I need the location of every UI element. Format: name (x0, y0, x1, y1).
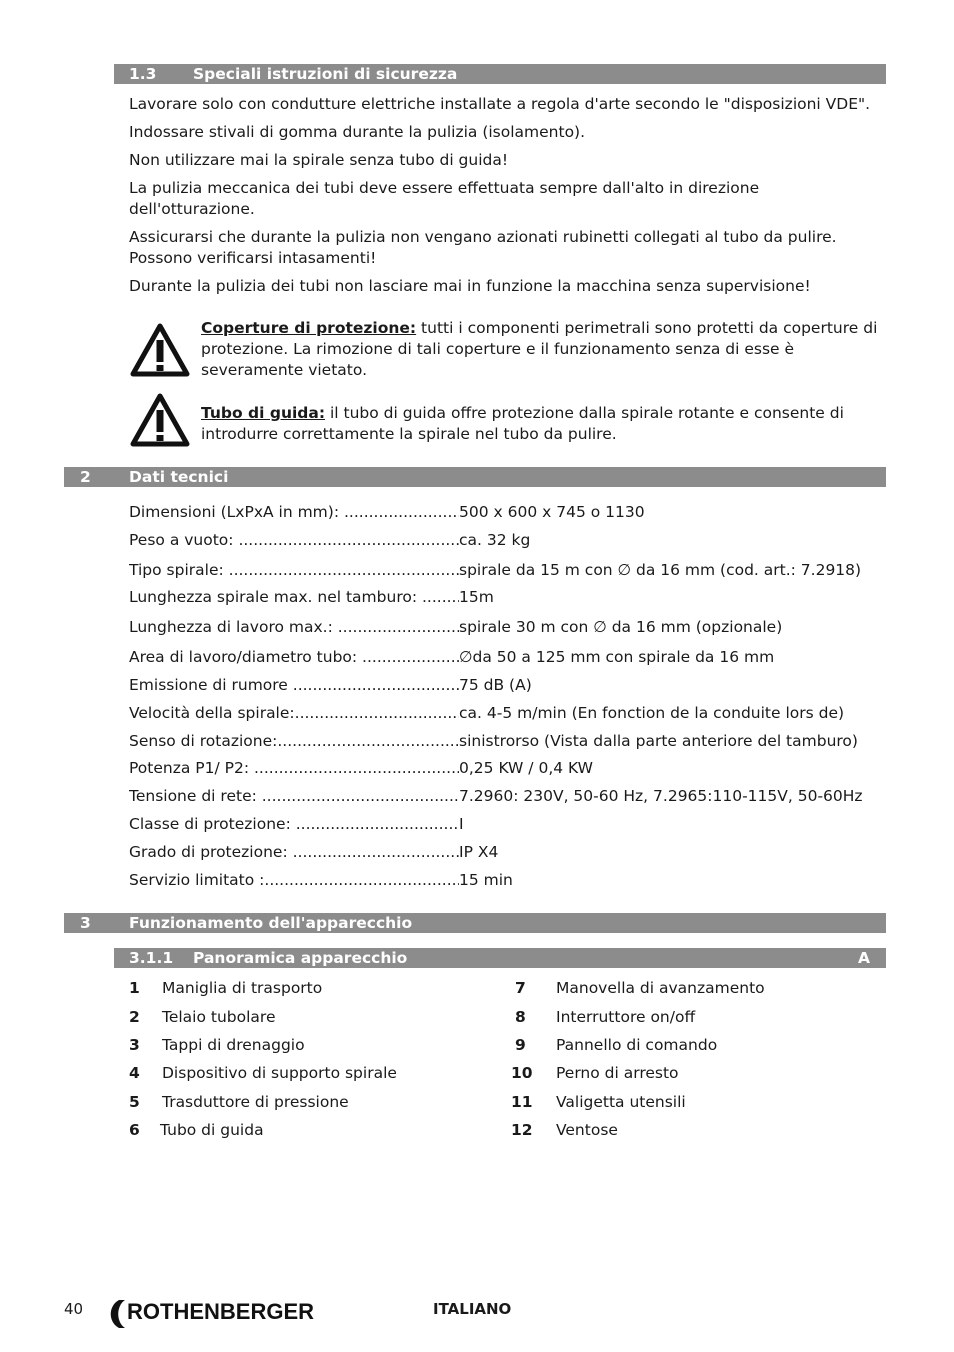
safety-paragraph: Indossare stivali di gomma durante la pulizia (isolamento). (129, 123, 586, 141)
spec-value: 15 min (459, 871, 513, 889)
spec-label: Velocità della spirale: ..... (129, 702, 459, 724)
spec-row (129, 559, 861, 581)
section-title: Panoramica apparecchio (193, 949, 408, 967)
spec-value: 15m (459, 588, 494, 606)
item-label: Maniglia di trasporto (162, 979, 323, 997)
spec-label: Dimensioni (LxPxA in mm): ..... (129, 501, 459, 523)
spec-label: Lunghezza spirale max. nel tamburo: ..... (129, 586, 459, 608)
page-number: 40 (64, 1300, 84, 1318)
spec-value: spirale 30 m con ∅ da 16 mm (opzionale) (459, 618, 783, 636)
spec-row (129, 702, 844, 724)
safety-paragraph: Assicurarsi che durante la pulizia non vengano azionati rubinetti collegati al tubo da pulire. Possono verificarsi intasamenti! (129, 228, 837, 267)
item-number: 6 (129, 1121, 140, 1139)
section-title: Funzionamento dell'apparecchio (129, 914, 413, 932)
item-number: 3 (129, 1036, 140, 1054)
spec-row (129, 785, 863, 807)
spec-value: ca. 32 kg (459, 531, 531, 549)
item-label: Perno di arresto (556, 1064, 679, 1082)
item-number: 10 (511, 1064, 533, 1082)
item-label: Manovella di avanzamento (556, 979, 765, 997)
spec-label: Senso di rotazione: ..... (129, 730, 459, 752)
section-title: Speciali istruzioni di sicurezza (193, 65, 458, 83)
item-label: Tubo di guida (160, 1121, 264, 1139)
spec-row (129, 586, 494, 608)
item-label: Telaio tubolare (162, 1008, 276, 1026)
spec-label: Tensione di rete: ..... (129, 785, 459, 807)
spec-row (129, 674, 532, 696)
item-number: 1 (129, 979, 140, 997)
spec-value: sinistrorso (Vista dalla parte anteriore del tamburo) (459, 732, 858, 750)
item-number: 4 (129, 1064, 140, 1082)
section-header-2 (64, 467, 886, 487)
spec-label: Lunghezza di lavoro max.: ..... (129, 616, 459, 638)
spec-row (129, 813, 464, 835)
item-label: Tappi di drenaggio (162, 1036, 305, 1054)
spec-value: 0,25 KW / 0,4 KW (459, 759, 593, 777)
spec-value: 7.2960: 230V, 50-60 Hz, 7.2965:110-115V, 50-60Hz (459, 787, 863, 805)
warning-title: Coperture di protezione: (201, 319, 417, 337)
safety-paragraph: Lavorare solo con condutture elettriche installate a regola d'arte secondo le "disposizioni VDE". (129, 95, 871, 113)
safety-paragraph: Non utilizzare mai la spirale senza tubo di guida! (129, 151, 509, 169)
spec-row (129, 730, 858, 752)
item-label: Trasduttore di pressione (162, 1093, 349, 1111)
item-label: Dispositivo di supporto spirale (162, 1064, 397, 1082)
spec-label: Area di lavoro/diametro tubo: ..... (129, 646, 459, 668)
spec-label: Potenza P1/ P2: ..... (129, 757, 459, 779)
spec-label: Emissione di rumore ..... (129, 674, 459, 696)
section-number: 2 (80, 468, 91, 486)
spec-row (129, 501, 645, 523)
safety-paragraph: Durante la pulizia dei tubi non lasciare mai in funzione la macchina senza supervisione! (129, 277, 811, 295)
language-label: ITALIANO (433, 1300, 512, 1318)
spec-label: Peso a vuoto: ..... (129, 529, 459, 551)
item-label: Pannello di comando (556, 1036, 718, 1054)
spec-value: 500 x 600 x 745 o 1130 (459, 503, 645, 521)
spec-label: Tipo spirale: ..... (129, 559, 459, 581)
item-number: 2 (129, 1008, 140, 1026)
spec-label: Classe di protezione: ..... (129, 813, 459, 835)
spec-value: ∅da 50 a 125 mm con spirale da 16 mm (459, 648, 775, 666)
section-header-1-3 (114, 64, 886, 84)
rothenberger-logo (107, 1296, 347, 1332)
item-label: Ventose (556, 1121, 618, 1139)
spec-label: Grado di protezione: ..... (129, 841, 459, 863)
warning-protective-covers (201, 318, 881, 381)
warning-guide-tube (201, 403, 881, 445)
item-number: 8 (515, 1008, 526, 1026)
section-header-3-1-1 (114, 948, 886, 968)
spec-value: ca. 4-5 m/min (En fonction de la conduite lors de) (459, 704, 845, 722)
section-title: Dati tecnici (129, 468, 229, 486)
item-number: 9 (515, 1036, 526, 1054)
item-number: 7 (515, 979, 526, 997)
figure-reference: A (858, 949, 870, 967)
logo-text: ROTHENBERGER (127, 1299, 315, 1324)
warning-text: il tubo di guida offre protezione dalla spirale rotante e consente di introdurre correttamente la spirale nel tubo da pulire. (201, 404, 844, 443)
warning-triangle-icon (130, 393, 190, 447)
section-number: 3.1.1 (129, 949, 174, 967)
spec-row (129, 529, 530, 551)
spec-value: IP X4 (459, 843, 499, 861)
spec-value: 75 dB (A) (459, 676, 532, 694)
item-label: Valigetta utensili (556, 1093, 686, 1111)
spec-label: Servizio limitato : ..... (129, 869, 459, 891)
item-number: 12 (511, 1121, 533, 1139)
warning-triangle-icon (130, 323, 190, 377)
safety-paragraph: La pulizia meccanica dei tubi deve essere effettuata sempre dall'alto in direzione dell'otturazione. (129, 179, 760, 218)
item-number: 11 (511, 1093, 533, 1111)
section-number: 3 (80, 914, 91, 932)
spec-row (129, 869, 513, 891)
item-number: 5 (129, 1093, 140, 1111)
spec-row (129, 616, 782, 638)
spec-row (129, 841, 498, 863)
spec-value: I (459, 815, 464, 833)
section-header-3 (64, 913, 886, 933)
item-label: Interruttore on/off (556, 1008, 696, 1026)
spec-value: spirale da 15 m con ∅ da 16 mm (cod. art.: 7.2918) (459, 561, 862, 579)
spec-row (129, 646, 774, 668)
warning-text: tutti i componenti perimetrali sono protetti da coperture di protezione. La rimozione di tali coperture e il funzionamento senza di esse è severamente vietato. (201, 319, 878, 379)
section-number: 1.3 (129, 65, 157, 83)
warning-title: Tubo di guida: (201, 404, 326, 422)
spec-row (129, 757, 593, 779)
